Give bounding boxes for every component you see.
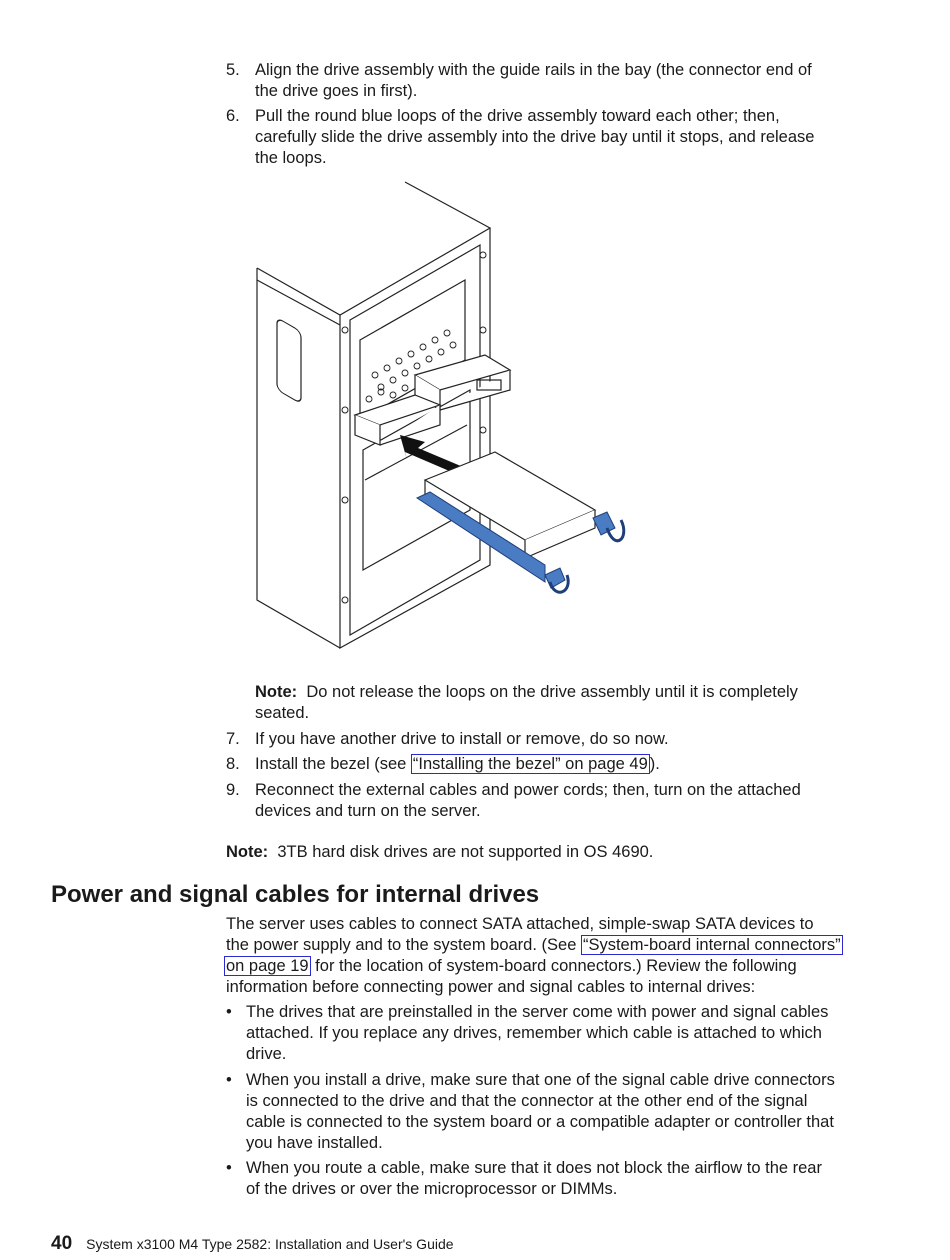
bullet-text: is connected to the drive and that the connector at the other end of the signal [246, 1092, 808, 1110]
step-text: If you have another drive to install or remove, do so now. [255, 730, 669, 748]
paragraph-text: the power supply and to the system board. (See [226, 936, 581, 954]
step-text: devices and turn on the server. [255, 802, 481, 820]
note-line [255, 682, 798, 703]
installing-bezel-link[interactable]: “Installing the bezel” on page 49 [412, 755, 648, 773]
step-number: 7. [226, 730, 240, 748]
bullet-icon: • [226, 1003, 232, 1021]
paragraph-text: for the location of system-board connectors.) Review the following [310, 957, 797, 975]
step-number: 8. [226, 755, 240, 773]
drive-installation-illustration [255, 180, 645, 655]
paragraph-line: information before connecting power and signal cables to internal drives: [226, 978, 756, 996]
bullet-text: The drives that are preinstalled in the server come with power and signal cables [246, 1003, 829, 1021]
bullet-text: attached. If you replace any drives, remember which cable is attached to which [246, 1024, 822, 1042]
step-text: the drive goes in first). [255, 82, 418, 100]
note-text: seated. [255, 704, 310, 722]
bullet-icon: • [226, 1159, 232, 1177]
note-text: 3TB hard disk drives are not supported in OS 4690. [277, 843, 654, 861]
step-text-pre: Install the bezel (see [255, 755, 411, 773]
step-number: 5. [226, 61, 240, 79]
step-text: the loops. [255, 149, 327, 167]
footer-title: System x3100 M4 Type 2582: Installation and User's Guide [86, 1236, 454, 1252]
page-footer [51, 1233, 454, 1255]
step-text: Pull the round blue loops of the drive assembly toward each other; then, [255, 107, 780, 125]
note-label: Note: [255, 683, 298, 701]
section-heading: Power and signal cables for internal drives [51, 881, 540, 908]
step-text: carefully slide the drive assembly into the drive bay until it stops, and release [255, 128, 815, 146]
step-text [255, 754, 660, 775]
step-text: Align the drive assembly with the guide rails in the bay (the connector end of [255, 61, 812, 79]
paragraph-line [224, 956, 797, 977]
bullet-text: you have installed. [246, 1134, 383, 1152]
step-number: 6. [226, 107, 240, 125]
note-label: Note: [226, 843, 269, 861]
system-board-connectors-link[interactable]: “System-board internal connectors” [582, 936, 841, 954]
paragraph-line: The server uses cables to connect SATA attached, simple-swap SATA devices to [226, 915, 814, 933]
bullet-text: When you route a cable, make sure that it does not block the airflow to the rear [246, 1159, 822, 1177]
bullet-text: When you install a drive, make sure that one of the signal cable drive connectors [246, 1071, 835, 1089]
bullet-text: of the drives or over the microprocessor or DIMMs. [246, 1180, 618, 1198]
bullet-text: drive. [246, 1045, 287, 1063]
step-text-post: ). [649, 755, 660, 773]
bullet-text: cable is connected to the system board or a compatible adapter or controller that [246, 1113, 834, 1131]
step-text: Reconnect the external cables and power cords; then, turn on the attached [255, 781, 801, 799]
bullet-icon: • [226, 1071, 232, 1089]
note-text: Do not release the loops on the drive assembly until it is completely [306, 683, 798, 701]
system-board-connectors-link-page[interactable]: on page 19 [226, 957, 309, 975]
page-number: 40 [51, 1233, 73, 1254]
paragraph-line [226, 935, 843, 956]
step-number: 9. [226, 781, 240, 799]
note-line [226, 842, 653, 863]
